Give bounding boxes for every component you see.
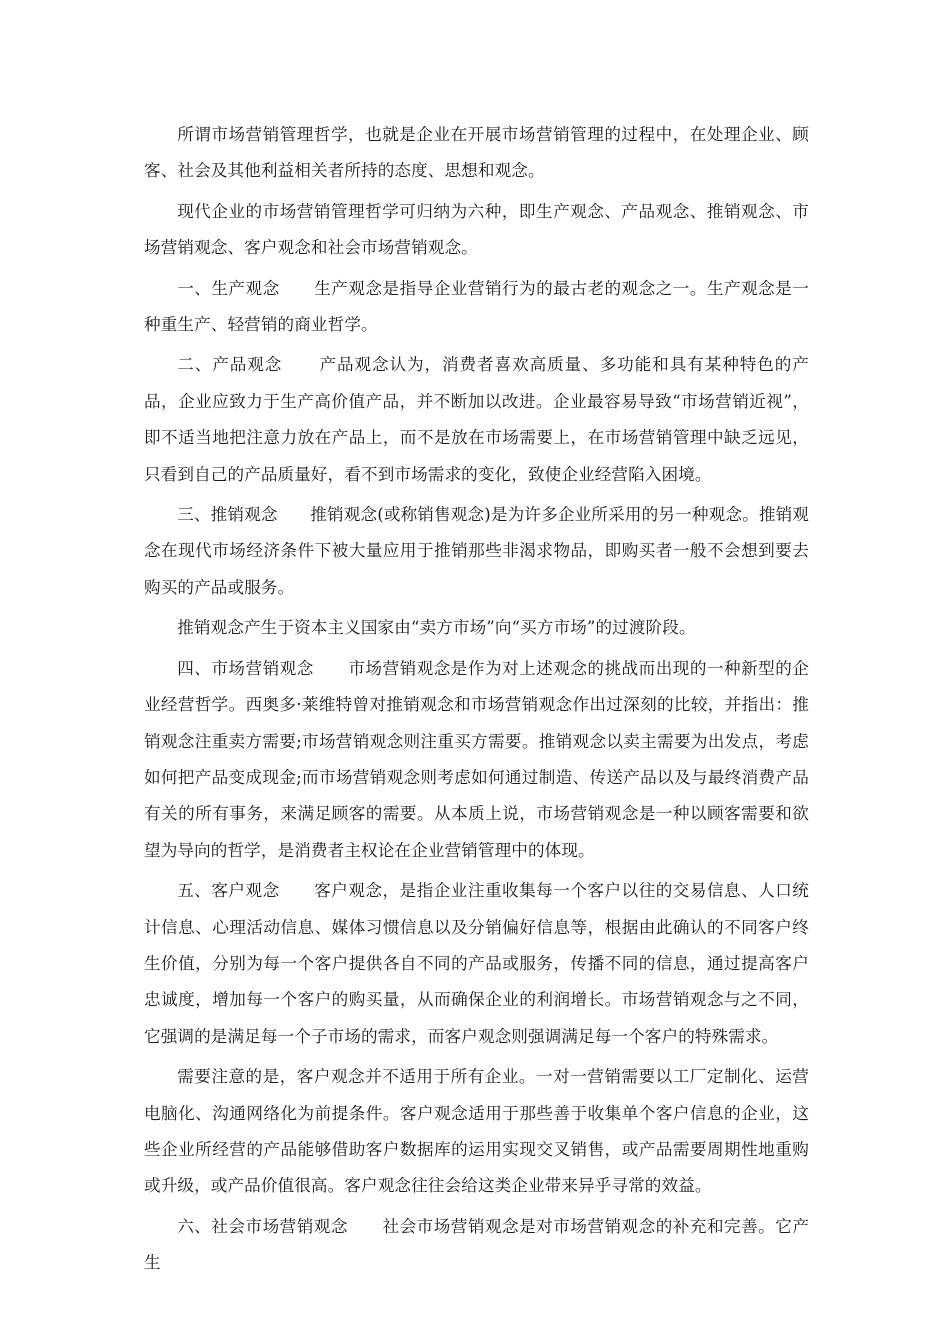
paragraph-societal-marketing-concept	[144, 1209, 809, 1282]
section-heading: 三、推销观念	[177, 505, 278, 525]
document-body	[144, 117, 809, 1286]
paragraph-text: 需要注意的是，客户观念并不适用于所有企业。一对一营销需要以工厂定制化、运营电脑化、沟通网络化为前提条件。客户观念适用于那些善于收集单个客户信息的企业，这些企业所经营的产品能够借助客户数据库的运用实现交叉销售，或产品需要周期性地重购或升级，或产品价值很高。客户观念往往会给这类企业带来异乎寻常的效益。	[144, 1067, 809, 1196]
paragraph-text: 生产观念是指导企业营销行为的最古老的观念之一。生产观念是一种重生产、轻营销的商业哲学。	[144, 278, 809, 335]
section-heading: 五、客户观念	[177, 881, 280, 901]
paragraph-selling-concept	[144, 497, 809, 606]
paragraph-text: 社会市场营销观念是对市场营销观念的补充和完善。它产生	[144, 1216, 810, 1273]
paragraph-customer-note	[144, 1059, 809, 1205]
paragraph-text: 所谓市场营销管理哲学，也就是企业在开展市场营销管理的过程中，在处理企业、顾客、社会及其他利益相关者所持的态度、思想和观念。	[144, 125, 809, 181]
paragraph-text: 客户观念，是指企业注重收集每一个客户以往的交易信息、人口统计信息、心理活动信息、媒体习惯信息以及分销偏好信息等，根据由此确认的不同客户终生价值，分别为每一个客户提供各自不同的产品或服务，传播不同的信息，通过提高客户忠诚度，增加每一个客户的购买量，从而确保企业的利润增长。市场营销观念与之不同，它强调的是满足每一个子市场的需求，而客户观念则强调满足每一个客户的特殊需求。	[144, 881, 809, 1046]
paragraph-production-concept	[144, 271, 809, 344]
section-heading: 四、市场营销观念	[177, 658, 314, 678]
paragraph-customer-concept	[144, 873, 809, 1055]
section-heading: 二、产品观念	[177, 355, 283, 375]
paragraph-text: 产品观念认为，消费者喜欢高质量、多功能和具有某种特色的产品，企业应致力于生产高价值产品，并不断加以改进。企业最容易导致“市场营销近视”，即不适当地把注意力放在产品上，而不是放在市场需要上，在市场营销管理中缺乏远见，只看到自己的产品质量好，看不到市场需求的变化，致使企业经营陷入困境。	[144, 355, 809, 484]
section-heading: 一、生产观念	[177, 278, 280, 298]
paragraph-overview	[144, 194, 809, 267]
paragraph-product-concept	[144, 347, 809, 493]
paragraph-marketing-concept	[144, 651, 809, 869]
paragraph-definition	[144, 117, 809, 190]
paragraph-text: 市场营销观念是作为对上述观念的挑战而出现的一种新型的企业经营哲学。西奥多·莱维特曾对推销观念和市场营销观念作出过深刻的比较，并指出：推销观念注重卖方需要;市场营销观念则注重买方需要。推销观念以卖主需要为出发点，考虑如何把产品变成现金;而市场营销观念则考虑如何通过制造、传送产品以及与最终消费产品有关的所有事务，来满足顾客的需要。从本质上说，市场营销观念是一种以顾客需要和欲望为导向的哲学，是消费者主权论在企业营销管理中的体现。	[144, 658, 809, 860]
paragraph-selling-origin	[144, 610, 809, 646]
paragraph-text: 现代企业的市场营销管理哲学可归纳为六种，即生产观念、产品观念、推销观念、市场营销观念、客户观念和社会市场营销观念。	[144, 201, 809, 258]
paragraph-text: 推销观念(或称销售观念)是为许多企业所采用的另一种观念。推销观念在现代市场经济条件下被大量应用于推销那些非渴求物品，即购买者一般不会想到要去购买的产品或服务。	[144, 505, 810, 597]
section-heading: 六、社会市场营销观念	[177, 1216, 348, 1236]
paragraph-text: 推销观念产生于资本主义国家由“卖方市场”向“买方市场”的过渡阶段。	[177, 618, 696, 638]
